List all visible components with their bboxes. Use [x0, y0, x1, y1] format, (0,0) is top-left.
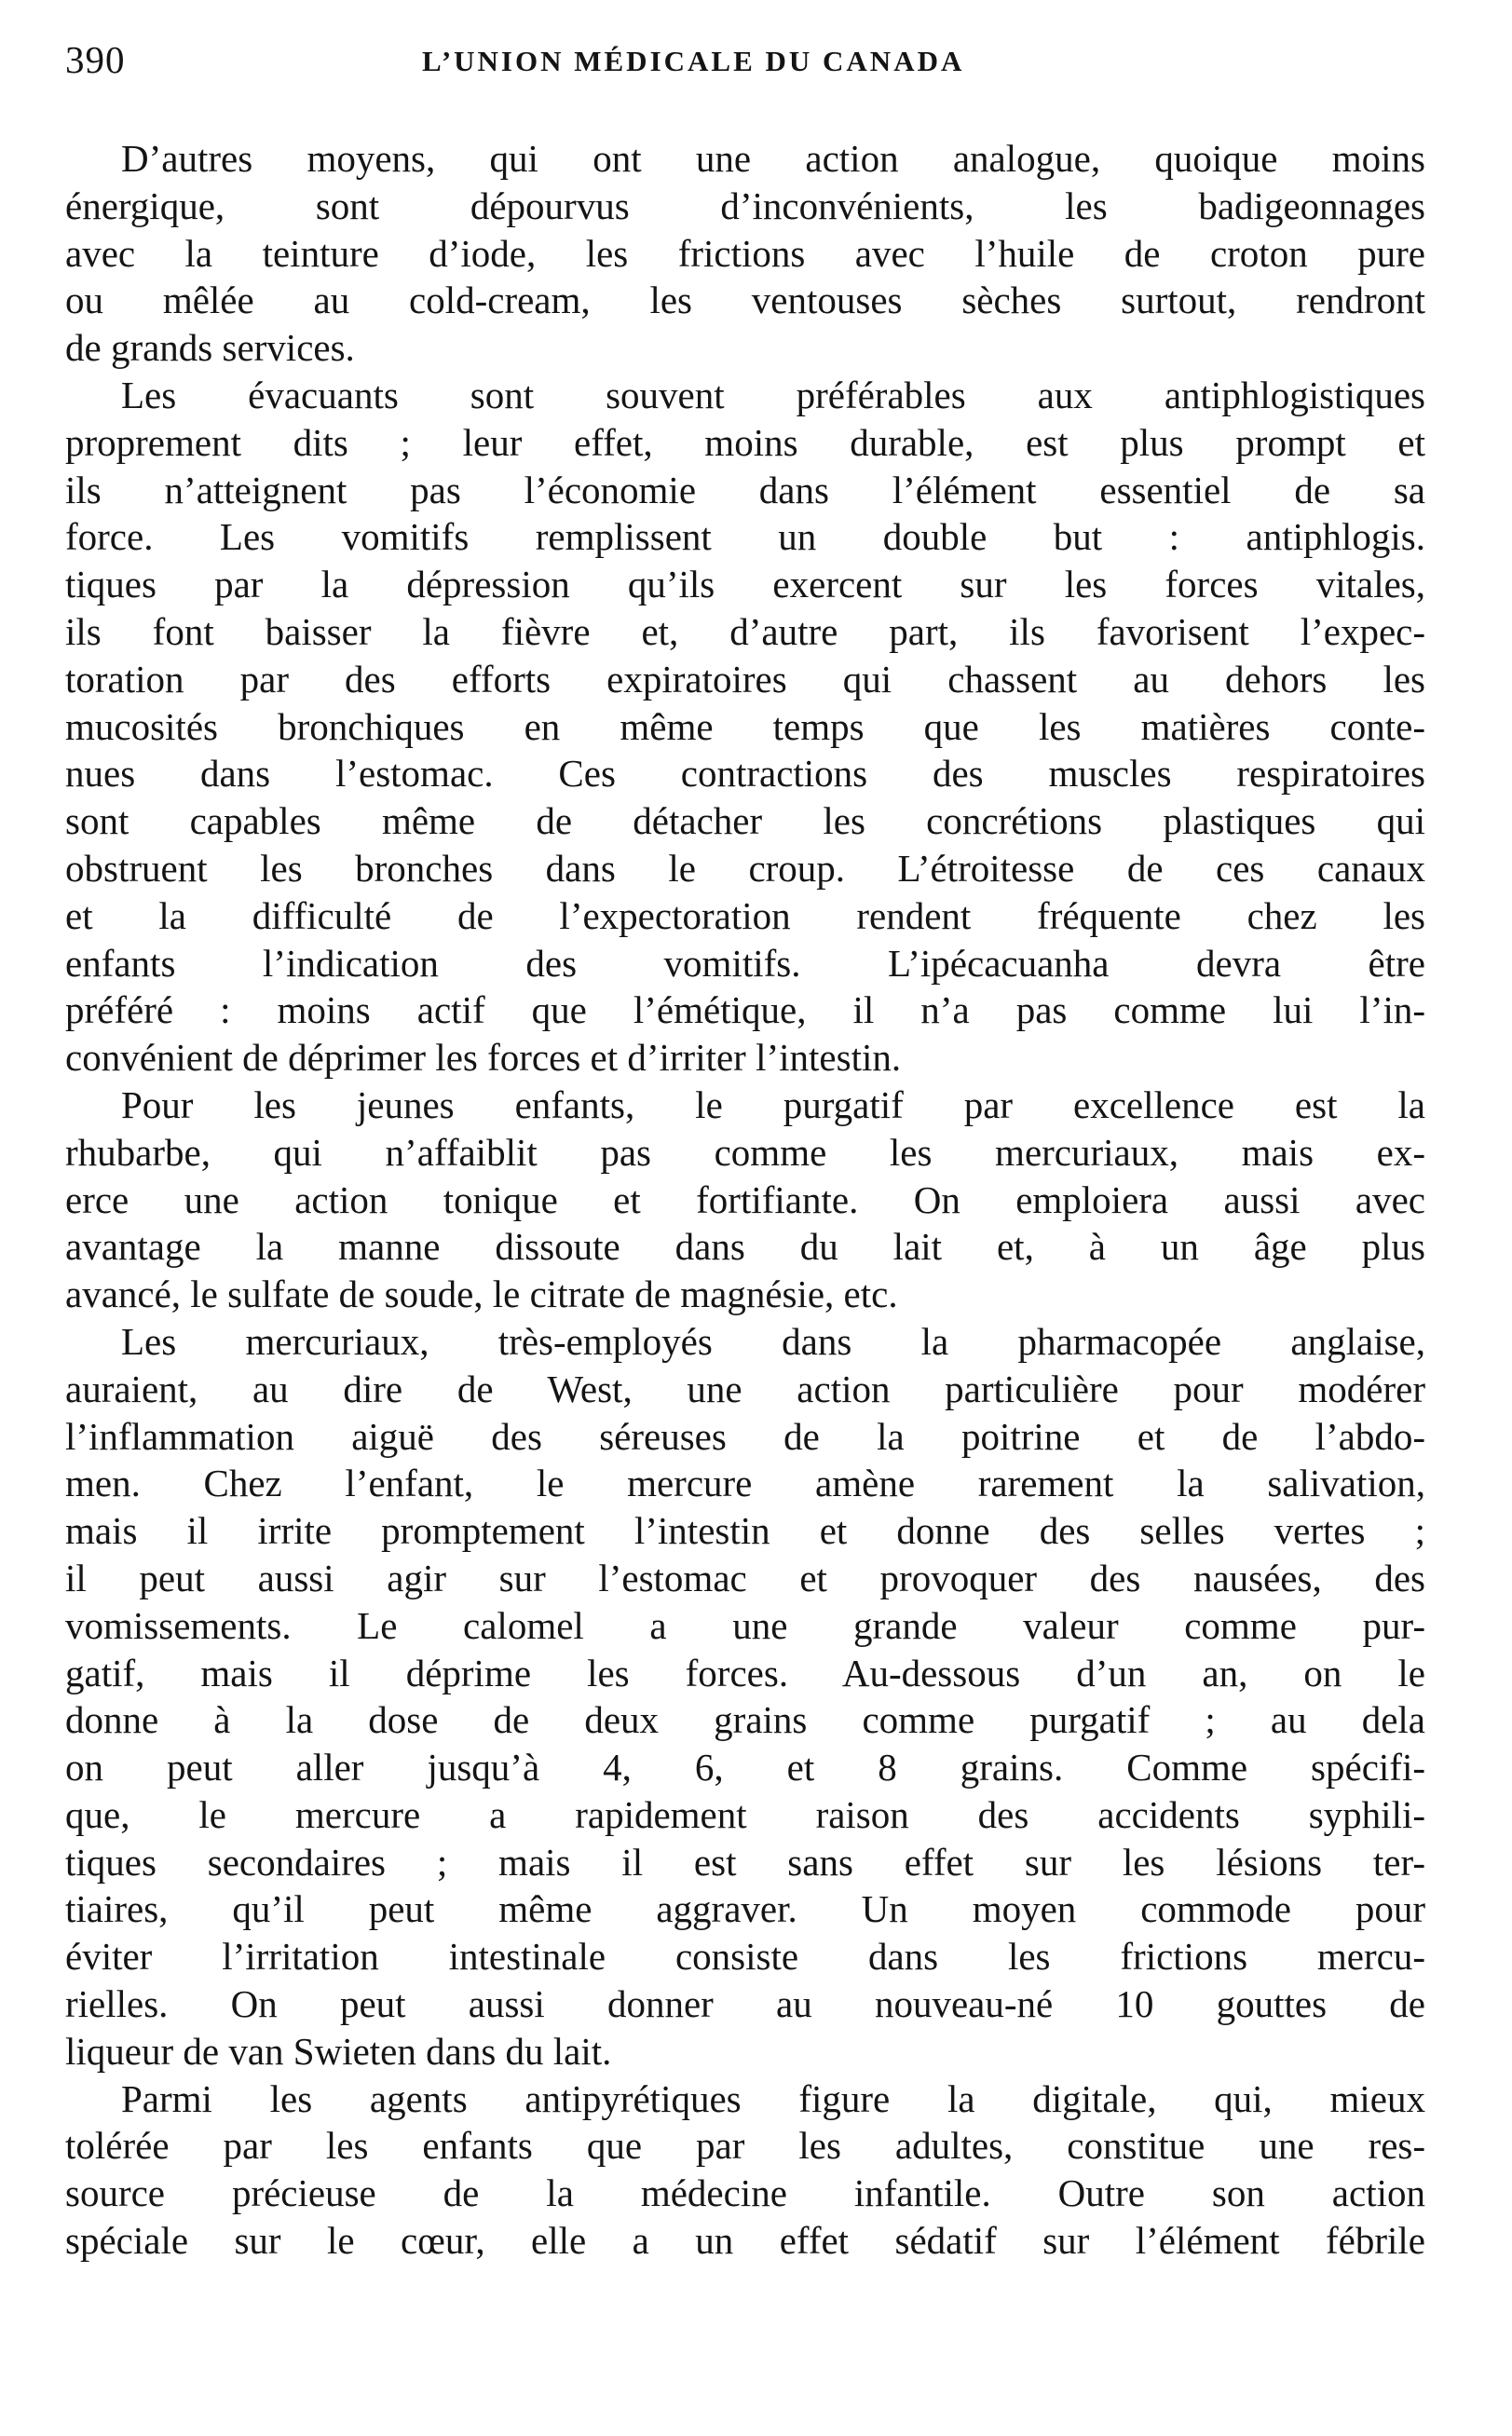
- text-line: sont capables même de détacher les concrétions plastiques qui: [65, 799, 1425, 843]
- text-line: enfants l’indication des vomitifs. L’ipécacuanha devra être: [65, 941, 1425, 985]
- text-line: tiques secondaires ; mais il est sans effet sur les lésions ter-: [65, 1840, 1425, 1884]
- text-line: ils n’atteignent pas l’économie dans l’élément essentiel de sa: [65, 468, 1425, 511]
- text-line: l’inflammation aiguë des séreuses de la poitrine et de l’abdo-: [65, 1414, 1425, 1458]
- text-line: avec la teinture d’iode, les frictions avec l’huile de croton pure: [65, 231, 1425, 275]
- text-line: obstruent les bronches dans le croup. L’étroitesse de ces canaux: [65, 846, 1425, 890]
- text-line: ou mêlée au cold-cream, les ventouses sèches surtout, rendront: [65, 279, 1425, 322]
- text-line: éviter l’irritation intestinale consiste dans les frictions mercu-: [65, 1935, 1425, 1979]
- text-line: et la difficulté de l’expectoration rendent fréquente chez les: [65, 893, 1425, 937]
- paragraph-4: [65, 1318, 1425, 2075]
- text-line: ils font baisser la fièvre et, d’autre part, ils favorisent l’expec-: [65, 609, 1425, 653]
- text-line: rielles. On peut aussi donner au nouveau-né 10 gouttes de: [65, 1982, 1425, 2026]
- page-number: 390: [65, 38, 126, 81]
- paragraph-5: [65, 2075, 1425, 2265]
- text-line: Les mercuriaux, très-employés dans la pharmacopée anglaise,: [121, 1319, 1425, 1363]
- paragraph-2: [65, 372, 1425, 1082]
- text-line: avancé, le sulfate de soude, le citrate de magnésie, etc.: [65, 1272, 898, 1316]
- text-line: il peut aussi agir sur l’estomac et provoquer des nausées, des: [65, 1556, 1425, 1599]
- text-line: que, le mercure a rapidement raison des accidents syphili-: [65, 1792, 1425, 1836]
- running-header: [65, 37, 1425, 102]
- journal-title: L’UNION MÉDICALE DU CANADA: [422, 45, 965, 77]
- text-line: rhubarbe, qui n’affaiblit pas comme les mercuriaux, mais ex-: [65, 1130, 1425, 1174]
- text-line: on peut aller jusqu’à 4, 6, et 8 grains. Comme spécifi-: [65, 1746, 1425, 1790]
- text-line: liqueur de van Swieten dans du lait.: [65, 2029, 612, 2073]
- document-page: [65, 37, 1425, 2263]
- text-line: mucosités bronchiques en même temps que les matières conte-: [65, 704, 1425, 748]
- text-line: nues dans l’estomac. Ces contractions des muscles respiratoires: [65, 752, 1425, 796]
- text-line: source précieuse de la médecine infantile. Outre son action: [65, 2171, 1425, 2215]
- text-line: avantage la manne dissoute dans du lait et, à un âge plus: [65, 1225, 1425, 1269]
- text-line: donne à la dose de deux grains comme purgatif ; au dela: [65, 1698, 1425, 1742]
- text-line: convénient de déprimer les forces et d’irriter l’intestin.: [65, 1036, 902, 1080]
- text-line: tiaires, qu’il peut même aggraver. Un moyen commode pour: [65, 1887, 1425, 1931]
- text-line: D’autres moyens, qui ont une action analogue, quoique moins: [121, 137, 1425, 180]
- text-line: Les évacuants sont souvent préférables aux antiphlogistiques: [121, 373, 1425, 416]
- text-line: énergique, sont dépourvus d’inconvénients, les badigeonnages: [65, 184, 1425, 227]
- text-line: mais il irrite promptement l’intestin et donne des selles vertes ;: [65, 1509, 1425, 1553]
- text-line: tolérée par les enfants que par les adultes, constitue une res-: [65, 2124, 1425, 2168]
- paragraph-3: [65, 1082, 1425, 1318]
- text-line: spéciale sur le cœur, elle a un effet sédatif sur l’élément fébrile: [65, 2219, 1425, 2263]
- text-line: Parmi les agents antipyrétiques figure la digitale, qui, mieux: [121, 2076, 1425, 2120]
- text-line: auraient, au dire de West, une action particulière pour modérer: [65, 1367, 1425, 1410]
- body-text: [65, 135, 1425, 2265]
- text-line: vomissements. Le calomel a une grande valeur comme pur-: [65, 1603, 1425, 1647]
- text-line: men. Chez l’enfant, le mercure amène rarement la salivation,: [65, 1462, 1425, 1505]
- text-line: proprement dits ; leur effet, moins durable, est plus prompt et: [65, 420, 1425, 464]
- text-line: force. Les vomitifs remplissent un double but : antiphlogis.: [65, 515, 1425, 559]
- text-line: erce une action tonique et fortifiante. On emploiera aussi avec: [65, 1177, 1425, 1221]
- text-line: préféré : moins actif que l’émétique, il n’a pas comme lui l’in-: [65, 988, 1425, 1032]
- text-line: toration par des efforts expiratoires qui chassent au dehors les: [65, 657, 1425, 701]
- text-line: Pour les jeunes enfants, le purgatif par excellence est la: [121, 1082, 1425, 1126]
- text-line: de grands services.: [65, 326, 355, 370]
- paragraph-1: [65, 135, 1425, 372]
- text-line: gatif, mais il déprime les forces. Au-dessous d’un an, on le: [65, 1651, 1425, 1694]
- text-line: tiques par la dépression qu’ils exercent sur les forces vitales,: [65, 563, 1425, 606]
